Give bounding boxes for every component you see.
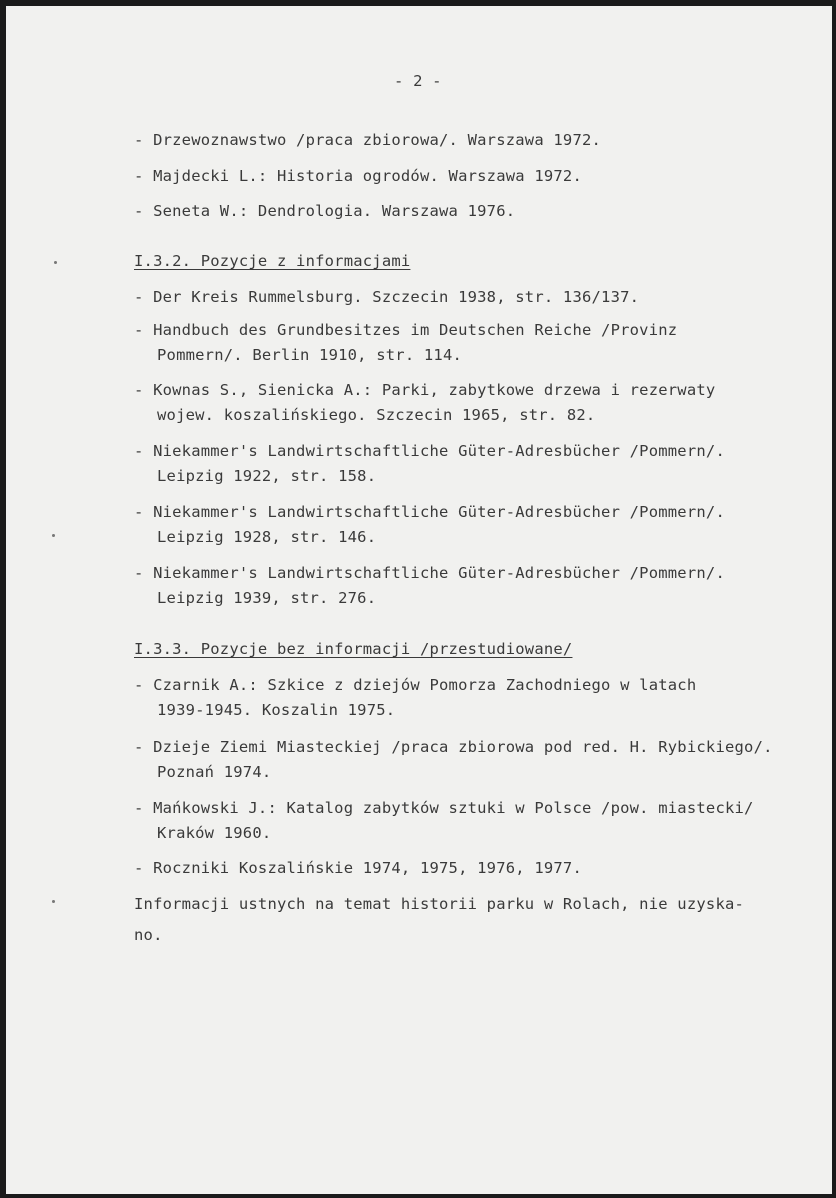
bibliography-entry: - Roczniki Koszalińskie 1974, 1975, 1976, 1977. bbox=[134, 859, 582, 877]
bibliography-entry: - Niekammer's Landwirtschaftliche Güter-Adresbücher /Pommern/. bbox=[134, 442, 725, 460]
bibliography-entry-continuation: Kraków 1960. bbox=[157, 824, 272, 842]
bibliography-entry: - Niekammer's Landwirtschaftliche Güter-Adresbücher /Pommern/. bbox=[134, 564, 725, 582]
bibliography-entry-continuation: 1939-1945. Koszalin 1975. bbox=[157, 701, 396, 719]
bibliography-entry: - Der Kreis Rummelsburg. Szczecin 1938, str. 136/137. bbox=[134, 288, 640, 306]
paper-speck bbox=[54, 261, 57, 264]
bibliography-entry-continuation: Pommern/. Berlin 1910, str. 114. bbox=[157, 346, 463, 364]
bibliography-entry-continuation: Leipzig 1939, str. 276. bbox=[157, 589, 377, 607]
closing-note: Informacji ustnych na temat historii parku w Rolach, nie uzyska- bbox=[134, 895, 745, 913]
paper-speck bbox=[52, 534, 55, 537]
bibliography-entry: - Mańkowski J.: Katalog zabytków sztuki w Polsce /pow. miastecki/ bbox=[134, 799, 754, 817]
section-heading-with-info: I.3.2. Pozycje z informacjami bbox=[134, 252, 411, 270]
bibliography-entry: - Drzewoznawstwo /praca zbiorowa/. Warszawa 1972. bbox=[134, 131, 602, 149]
document-page bbox=[6, 6, 832, 1194]
bibliography-entry: - Seneta W.: Dendrologia. Warszawa 1976. bbox=[134, 202, 516, 220]
bibliography-entry: - Majdecki L.: Historia ogrodów. Warszawa 1972. bbox=[134, 167, 582, 185]
section-heading-without-info: I.3.3. Pozycje bez informacji /przestudiowane/ bbox=[134, 640, 573, 658]
bibliography-entry-continuation: Leipzig 1928, str. 146. bbox=[157, 528, 377, 546]
paper-speck bbox=[52, 900, 55, 903]
bibliography-entry: - Niekammer's Landwirtschaftliche Güter-Adresbücher /Pommern/. bbox=[134, 503, 725, 521]
bibliography-entry-continuation: Poznań 1974. bbox=[157, 763, 272, 781]
bibliography-entry: - Czarnik A.: Szkice z dziejów Pomorza Zachodniego w latach bbox=[134, 676, 697, 694]
bibliography-entry-continuation: Leipzig 1922, str. 158. bbox=[157, 467, 377, 485]
bibliography-entry: - Kownas S., Sienicka A.: Parki, zabytkowe drzewa i rezerwaty bbox=[134, 381, 716, 399]
page-number: - 2 - bbox=[394, 72, 442, 90]
bibliography-entry-continuation: wojew. koszalińskiego. Szczecin 1965, str. 82. bbox=[157, 406, 596, 424]
bibliography-entry: - Dzieje Ziemi Miasteckiej /praca zbiorowa pod red. H. Rybickiego/. bbox=[134, 738, 773, 756]
closing-note-continuation: no. bbox=[134, 926, 163, 944]
bibliography-entry: - Handbuch des Grundbesitzes im Deutschen Reiche /Provinz bbox=[134, 321, 678, 339]
